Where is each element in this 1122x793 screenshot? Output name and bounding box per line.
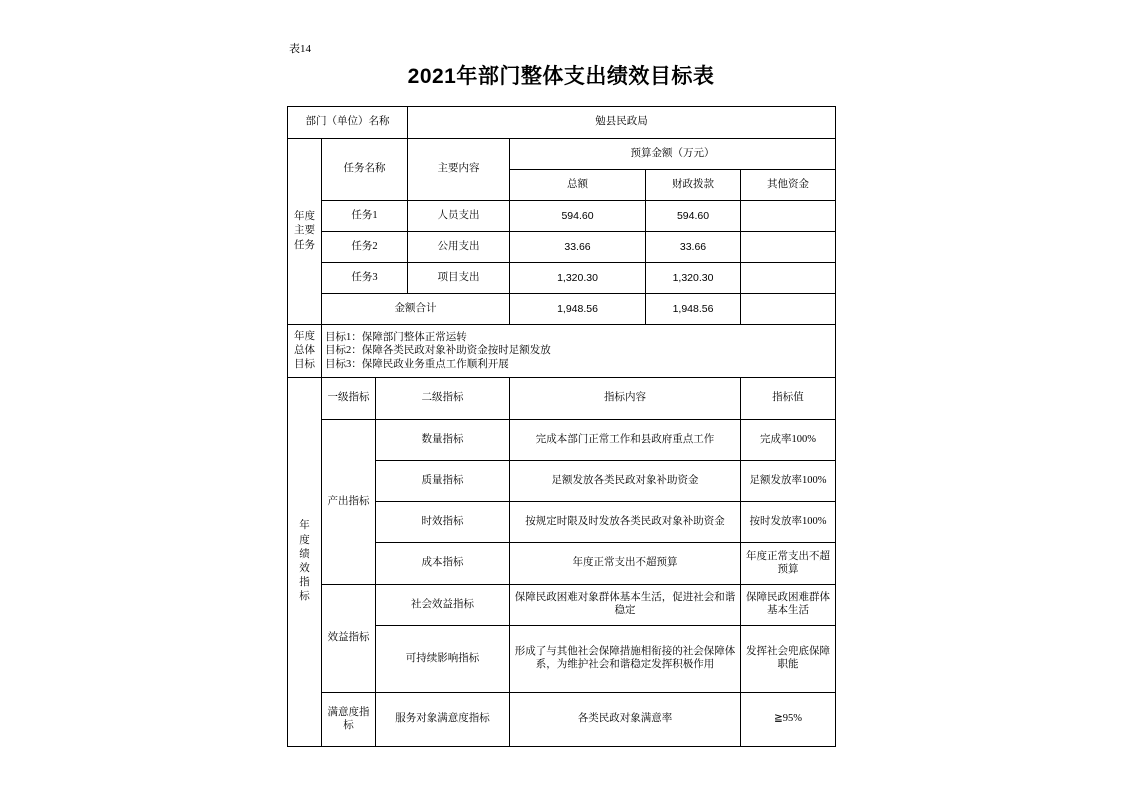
fiscal-header: 财政拨款 xyxy=(646,170,741,201)
overall-goals-section-label: 年度 总体 目标 xyxy=(288,325,322,378)
task-row xyxy=(288,263,836,294)
annual-tasks-section-label: 年度 主要 任务 xyxy=(288,139,322,325)
task-fiscal: 33.66 xyxy=(646,232,741,263)
task-other xyxy=(741,263,836,294)
level2-indicator: 可持续影响指标 xyxy=(376,626,510,693)
task-fiscal: 1,320.30 xyxy=(646,263,741,294)
level2-indicator: 成本指标 xyxy=(376,543,510,585)
task-fiscal: 594.60 xyxy=(646,201,741,232)
task-content: 公用支出 xyxy=(408,232,510,263)
goal-line: 目标3：保障民政业务重点工作顺利开展 xyxy=(325,358,509,370)
indicator-content: 各类民政对象满意率 xyxy=(510,693,741,747)
indicator-value: ≧95% xyxy=(741,693,836,747)
indicator-value: 保障民政困难群体基本生活 xyxy=(741,585,836,626)
indicator-content: 形成了与其他社会保障措施相衔接的社会保障体系，为维护社会和谐稳定发挥积极作用 xyxy=(510,626,741,693)
level1-indicator: 产出指标 xyxy=(322,420,376,585)
indicator-value: 足额发放率100% xyxy=(741,461,836,502)
task-total: 1,320.30 xyxy=(510,263,646,294)
sum-row xyxy=(288,294,836,325)
sum-label: 金额合计 xyxy=(322,294,510,325)
task-other xyxy=(741,232,836,263)
overall-goals-row xyxy=(288,325,836,378)
level2-indicator: 时效指标 xyxy=(376,502,510,543)
indicator-value: 发挥社会兜底保障职能 xyxy=(741,626,836,693)
tasks-header-row xyxy=(288,139,836,170)
goal-line: 目标2：保障各类民政对象补助资金按时足额发放 xyxy=(325,345,551,357)
document-title: 2021年部门整体支出绩效目标表 xyxy=(407,65,715,88)
level2-indicator: 质量指标 xyxy=(376,461,510,502)
level2-indicator: 社会效益指标 xyxy=(376,585,510,626)
sum-total: 1,948.56 xyxy=(510,294,646,325)
task-name-header: 任务名称 xyxy=(322,139,408,201)
indicator-content: 按规定时限及时发放各类民政对象补助资金 xyxy=(510,502,741,543)
level1-header: 一级指标 xyxy=(322,378,376,420)
task-row xyxy=(288,201,836,232)
performance-goal-table xyxy=(287,106,836,747)
goal-line: 目标1：保障部门整体正常运转 xyxy=(325,332,467,344)
overall-goals-content xyxy=(322,325,836,378)
sum-other xyxy=(741,294,836,325)
task-name: 任务2 xyxy=(322,232,408,263)
task-content: 人员支出 xyxy=(408,201,510,232)
indicator-row xyxy=(288,693,836,747)
task-name: 任务1 xyxy=(322,201,408,232)
other-funds-header: 其他资金 xyxy=(741,170,836,201)
indicator-value-header: 指标值 xyxy=(741,378,836,420)
department-row xyxy=(288,107,836,139)
level2-indicator: 服务对象满意度指标 xyxy=(376,693,510,747)
indicator-content-header: 指标内容 xyxy=(510,378,741,420)
level1-indicator: 效益指标 xyxy=(322,585,376,693)
indicator-content: 年度正常支出不超预算 xyxy=(510,543,741,585)
task-other xyxy=(741,201,836,232)
level2-header: 二级指标 xyxy=(376,378,510,420)
indicator-content: 完成本部门正常工作和县政府重点工作 xyxy=(510,420,741,461)
performance-section-label: 年 度 绩 效 指 标 xyxy=(288,378,322,747)
task-total: 33.66 xyxy=(510,232,646,263)
indicator-value: 完成率100% xyxy=(741,420,836,461)
task-total: 594.60 xyxy=(510,201,646,232)
indicator-content: 保障民政困难对象群体基本生活，促进社会和谐稳定 xyxy=(510,585,741,626)
level1-indicator: 满意度指标 xyxy=(322,693,376,747)
indicator-value: 年度正常支出不超预算 xyxy=(741,543,836,585)
task-content: 项目支出 xyxy=(408,263,510,294)
sum-fiscal: 1,948.56 xyxy=(646,294,741,325)
indicator-content: 足额发放各类民政对象补助资金 xyxy=(510,461,741,502)
budget-amount-header: 预算金额（万元） xyxy=(510,139,836,170)
indicators-header-row xyxy=(288,378,836,420)
task-name: 任务3 xyxy=(322,263,408,294)
indicator-row xyxy=(288,585,836,626)
main-content-header: 主要内容 xyxy=(408,139,510,201)
level2-indicator: 数量指标 xyxy=(376,420,510,461)
department-value: 勉县民政局 xyxy=(408,107,836,139)
total-header: 总额 xyxy=(510,170,646,201)
department-label: 部门（单位）名称 xyxy=(288,107,408,139)
indicator-row xyxy=(288,420,836,461)
indicator-value: 按时发放率100% xyxy=(741,502,836,543)
task-row xyxy=(288,232,836,263)
table-number: 表14 xyxy=(289,43,311,55)
